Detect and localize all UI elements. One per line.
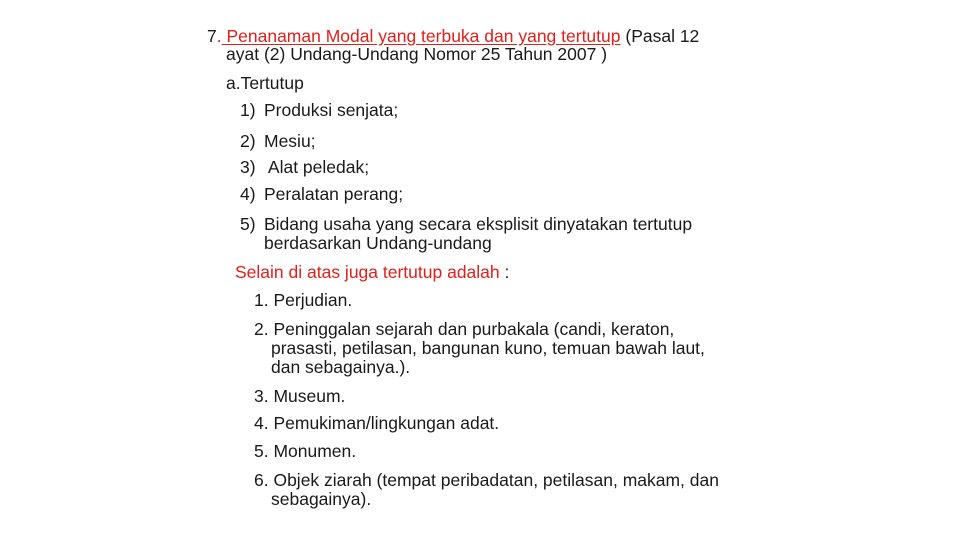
list-item-text: Produksi senjata; (264, 100, 399, 120)
list-item-number: 1) (240, 100, 256, 120)
list-item-text: Mesiu; (264, 131, 316, 151)
list-item-continuation: berdasarkan Undang-undang (264, 233, 492, 253)
list2-item: 1. Perjudian. (254, 290, 353, 310)
list-item (240, 214, 692, 234)
list-item-text: Peralatan perang; (264, 184, 404, 204)
heading-title-red: Penanaman Modal yang terbuka dan yang tertutup (221, 26, 621, 46)
list2-item: 2. Peninggalan sejarah dan purbakala (candi, keraton, (254, 319, 675, 339)
selain-colon: : (499, 262, 510, 282)
list-item (240, 157, 369, 177)
list2-item: 3. Museum. (254, 386, 346, 406)
list2-item: 5. Monumen. (254, 441, 357, 461)
list2-item-continuation: prasasti, petilasan, bangunan kuno, temuan bawah laut, (271, 338, 705, 358)
list-item-text: Bidang usaha yang secara eksplisit dinyatakan tertutup (264, 214, 693, 234)
heading-dot: . (216, 26, 222, 46)
list2-item-continuation: dan sebagainya.). (271, 357, 411, 377)
heading-title-rest: (Pasal 12 (620, 26, 700, 46)
selain-text-red: Selain di atas juga tertutup adalah (235, 262, 500, 282)
selain-line (235, 262, 509, 282)
list-item-number: 2) (240, 131, 256, 151)
list2-item: 4. Pemukiman/lingkungan adat. (254, 413, 500, 433)
list-item (240, 131, 316, 151)
heading-line-1 (207, 26, 699, 46)
heading-line-2: ayat (2) Undang-Undang Nomor 25 Tahun 2007 ) (226, 44, 608, 64)
list-item-number: 3) (240, 157, 256, 177)
list2-item: 6. Objek ziarah (tempat peribadatan, petilasan, makam, dan (254, 470, 719, 490)
list2-item-continuation: sebagainya). (271, 489, 372, 509)
section-a-title: a.Tertutup (226, 73, 304, 93)
heading-number: 7 (207, 26, 217, 46)
list-item-number: 5) (240, 214, 256, 234)
list-item (240, 100, 398, 120)
list-item-text: Alat peledak; (264, 157, 370, 177)
list-item-number: 4) (240, 184, 256, 204)
list-item (240, 184, 403, 204)
